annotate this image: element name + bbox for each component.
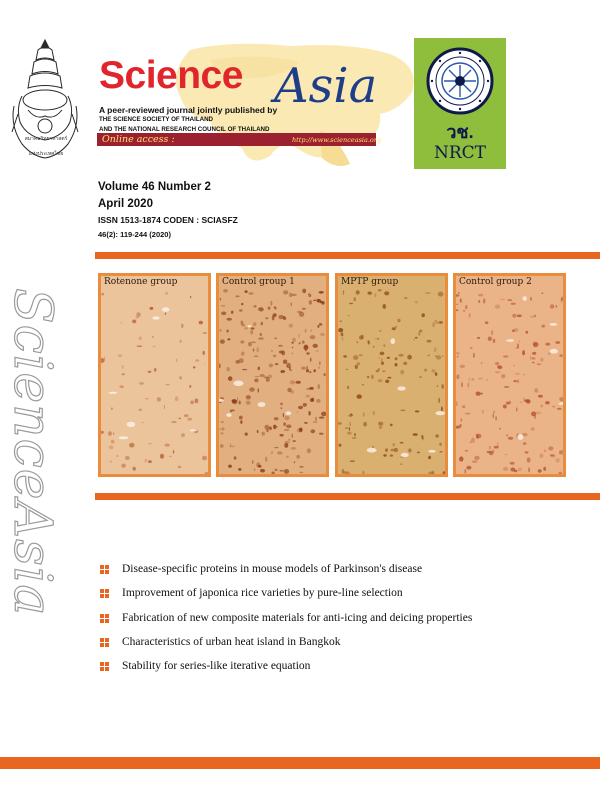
- seal-caption-line-1: สมาคมวิทยาศาสตร์: [24, 136, 68, 142]
- contents-item-title: Fabrication of new composite materials for anti-icing and deicing properties: [122, 612, 473, 624]
- issue-date: April 2020: [98, 198, 153, 210]
- divider-top: [95, 252, 600, 259]
- publisher-council: AND THE NATIONAL RESEARCH COUNCIL OF THAILAND: [99, 126, 270, 133]
- divider-middle: [95, 493, 600, 500]
- contents-item-title: Characteristics of urban heat island in Bangkok: [122, 636, 341, 648]
- micrograph-panel-rotenone: [98, 273, 211, 477]
- issue-issn: ISSN 1513-1874 CODEN : SCIASFZ: [98, 215, 238, 225]
- panel-label: Rotenone group: [104, 277, 178, 287]
- bullet-square-icon: [100, 614, 109, 623]
- seal-caption-line-2: แห่งประเทศไทย: [28, 151, 64, 157]
- bullet-square-icon: [100, 589, 109, 598]
- panel-label: Control group 1: [222, 277, 295, 287]
- contents-item-title: Disease-specific proteins in mouse models of Parkinson's disease: [122, 563, 423, 575]
- nrct-emblem-icon: [420, 43, 500, 123]
- panel-label: MPTP group: [341, 277, 399, 287]
- issue-volume: Volume 46 Number 2: [98, 181, 211, 193]
- contents-item-title: Improvement of japonica rice varieties by pure-line selection: [122, 587, 403, 599]
- micrograph-panel-mptp: [335, 273, 448, 477]
- micrograph-texture: [456, 276, 563, 474]
- nrct-thai-abbreviation: วช.: [446, 122, 474, 142]
- online-access-url[interactable]: http://www.scienceasia.org: [292, 136, 382, 144]
- vertical-journal-title: ScienceAsia: [2, 288, 62, 617]
- micrograph-texture: [219, 276, 326, 474]
- publisher-tagline: A peer-reviewed journal jointly published by: [99, 105, 278, 115]
- micrograph-panel-control-2: [453, 273, 566, 477]
- bullet-square-icon: [100, 565, 109, 574]
- brand-science-wordmark: Science: [99, 54, 243, 97]
- bullet-square-icon: [100, 662, 109, 671]
- issue-pages: 46(2): 119-244 (2020): [98, 230, 171, 239]
- nrct-label: NRCT: [433, 143, 487, 163]
- online-access-label: Online access :: [102, 134, 175, 145]
- bullet-square-icon: [100, 638, 109, 647]
- divider-bottom: [0, 757, 600, 769]
- contents-item-title: Stability for series-like iterative equation: [122, 660, 311, 672]
- micrograph-texture: [101, 276, 208, 474]
- panel-label: Control group 2: [459, 277, 532, 287]
- publisher-society: THE SCIENCE SOCIETY OF THAILAND: [99, 116, 214, 123]
- micrograph-texture: [338, 276, 445, 474]
- brand-asia-wordmark: Asia: [274, 58, 378, 114]
- micrograph-panel-control-1: [216, 273, 329, 477]
